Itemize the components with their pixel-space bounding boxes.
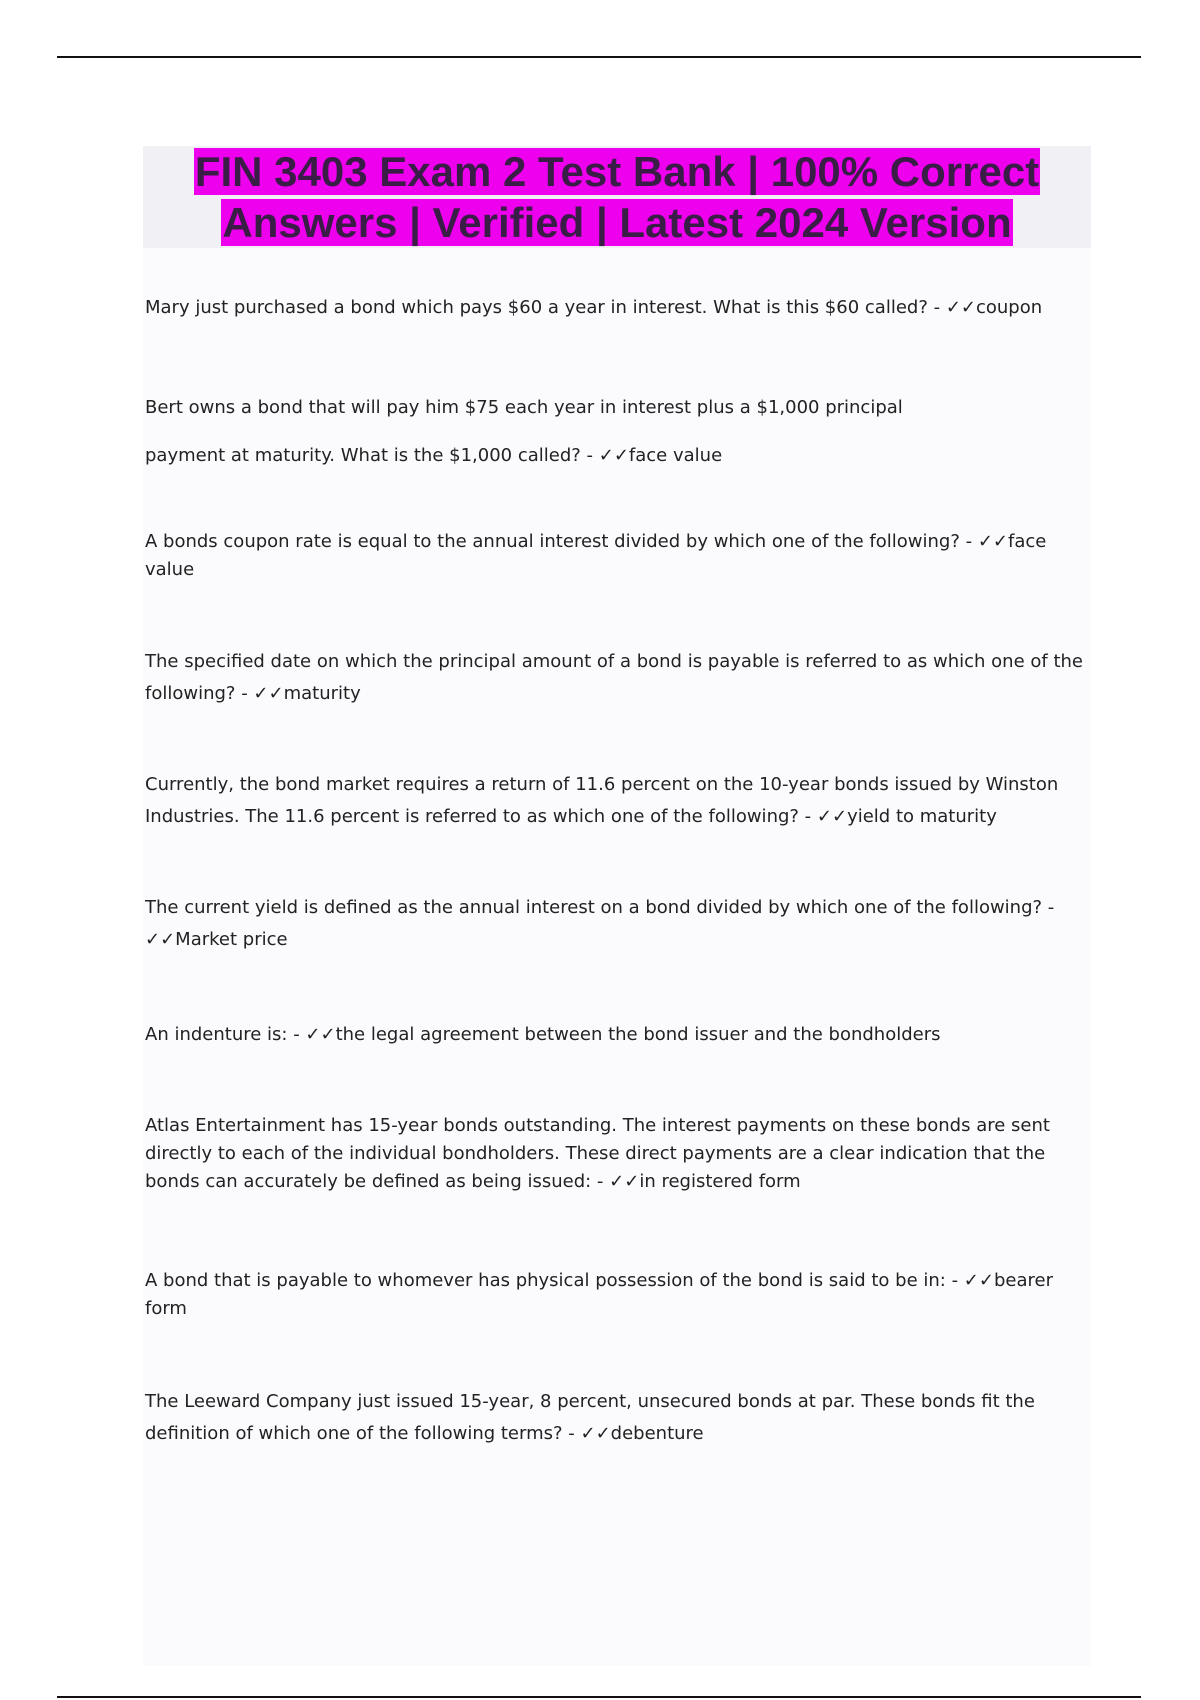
question-3 bbox=[145, 528, 1085, 584]
check-icon: ✓✓ bbox=[977, 531, 1008, 552]
question-text: Mary just purchased a bond which pays $60 a year in interest. What is this $60 called? - bbox=[145, 297, 946, 318]
question-text: A bonds coupon rate is equal to the annual interest divided by which one of the following? - bbox=[145, 531, 978, 552]
check-icon: ✓✓ bbox=[253, 683, 284, 704]
question-text: An indenture is: - bbox=[145, 1024, 306, 1045]
check-icon: ✓✓ bbox=[609, 1171, 640, 1192]
question-9 bbox=[145, 1267, 1085, 1323]
check-icon: ✓✓ bbox=[816, 806, 848, 827]
title-line-1: FIN 3403 Exam 2 Test Bank | 100% Correct bbox=[194, 148, 1040, 195]
answer-text: the legal agreement between the bond issuer and the bondholders bbox=[335, 1024, 941, 1045]
answer-text: face value bbox=[145, 531, 1047, 580]
answer-text: maturity bbox=[283, 683, 361, 704]
question-8 bbox=[145, 1112, 1085, 1196]
title-line-2: Answers | Verified | Latest 2024 Version bbox=[222, 199, 1012, 246]
answer-text: in registered form bbox=[639, 1171, 801, 1192]
question-4 bbox=[145, 646, 1085, 710]
check-icon: ✓✓ bbox=[145, 929, 176, 950]
answer-text: debenture bbox=[610, 1423, 704, 1444]
question-text: Bert owns a bond that will pay him $75 each year in interest plus a $1,000 principal payment at maturity. What is the $1,000 called? - bbox=[145, 397, 903, 466]
answer-text: coupon bbox=[975, 297, 1043, 318]
question-1 bbox=[145, 294, 1085, 322]
question-text: Atlas Entertainment has 15-year bonds outstanding. The interest payments on these bonds are sent directly to each of the individual bondholders. These direct payments are a clear indication that the bonds can accurately be defined as being issued: - bbox=[145, 1115, 1050, 1192]
answer-text: bearer form bbox=[145, 1270, 1053, 1319]
question-text: The current yield is defined as the annual interest on a bond divided by which one of the following? - bbox=[145, 897, 1055, 918]
question-10 bbox=[145, 1386, 1085, 1450]
bottom-divider bbox=[57, 1696, 1141, 1698]
top-divider bbox=[57, 56, 1141, 58]
question-6 bbox=[145, 892, 1085, 956]
question-2 bbox=[145, 384, 905, 480]
question-text: The specified date on which the principal amount of a bond is payable is referred to as which one of the following? - bbox=[145, 651, 1083, 704]
check-icon: ✓✓ bbox=[598, 445, 629, 466]
answer-text: yield to maturity bbox=[847, 806, 997, 827]
question-text: The Leeward Company just issued 15-year, 8 percent, unsecured bonds at par. These bonds fit the definition of which one of the following terms? - bbox=[145, 1391, 1035, 1444]
page-title bbox=[194, 146, 1040, 248]
check-icon: ✓✓ bbox=[305, 1024, 336, 1045]
answer-text: face value bbox=[628, 445, 723, 466]
question-text: A bond that is payable to whomever has physical possession of the bond is said to be in: - bbox=[145, 1270, 964, 1291]
answer-text: Market price bbox=[175, 929, 288, 950]
check-icon: ✓✓ bbox=[963, 1270, 994, 1291]
check-icon: ✓✓ bbox=[580, 1423, 611, 1444]
check-icon: ✓✓ bbox=[945, 297, 976, 318]
question-7 bbox=[145, 1021, 1085, 1049]
title-banner bbox=[143, 146, 1091, 248]
question-text: Currently, the bond market requires a return of 11.6 percent on the 10-year bonds issued by Winston Industries. The 11.6 percent is referred to as which one of the following? - bbox=[145, 774, 1059, 827]
question-5 bbox=[145, 769, 1085, 833]
